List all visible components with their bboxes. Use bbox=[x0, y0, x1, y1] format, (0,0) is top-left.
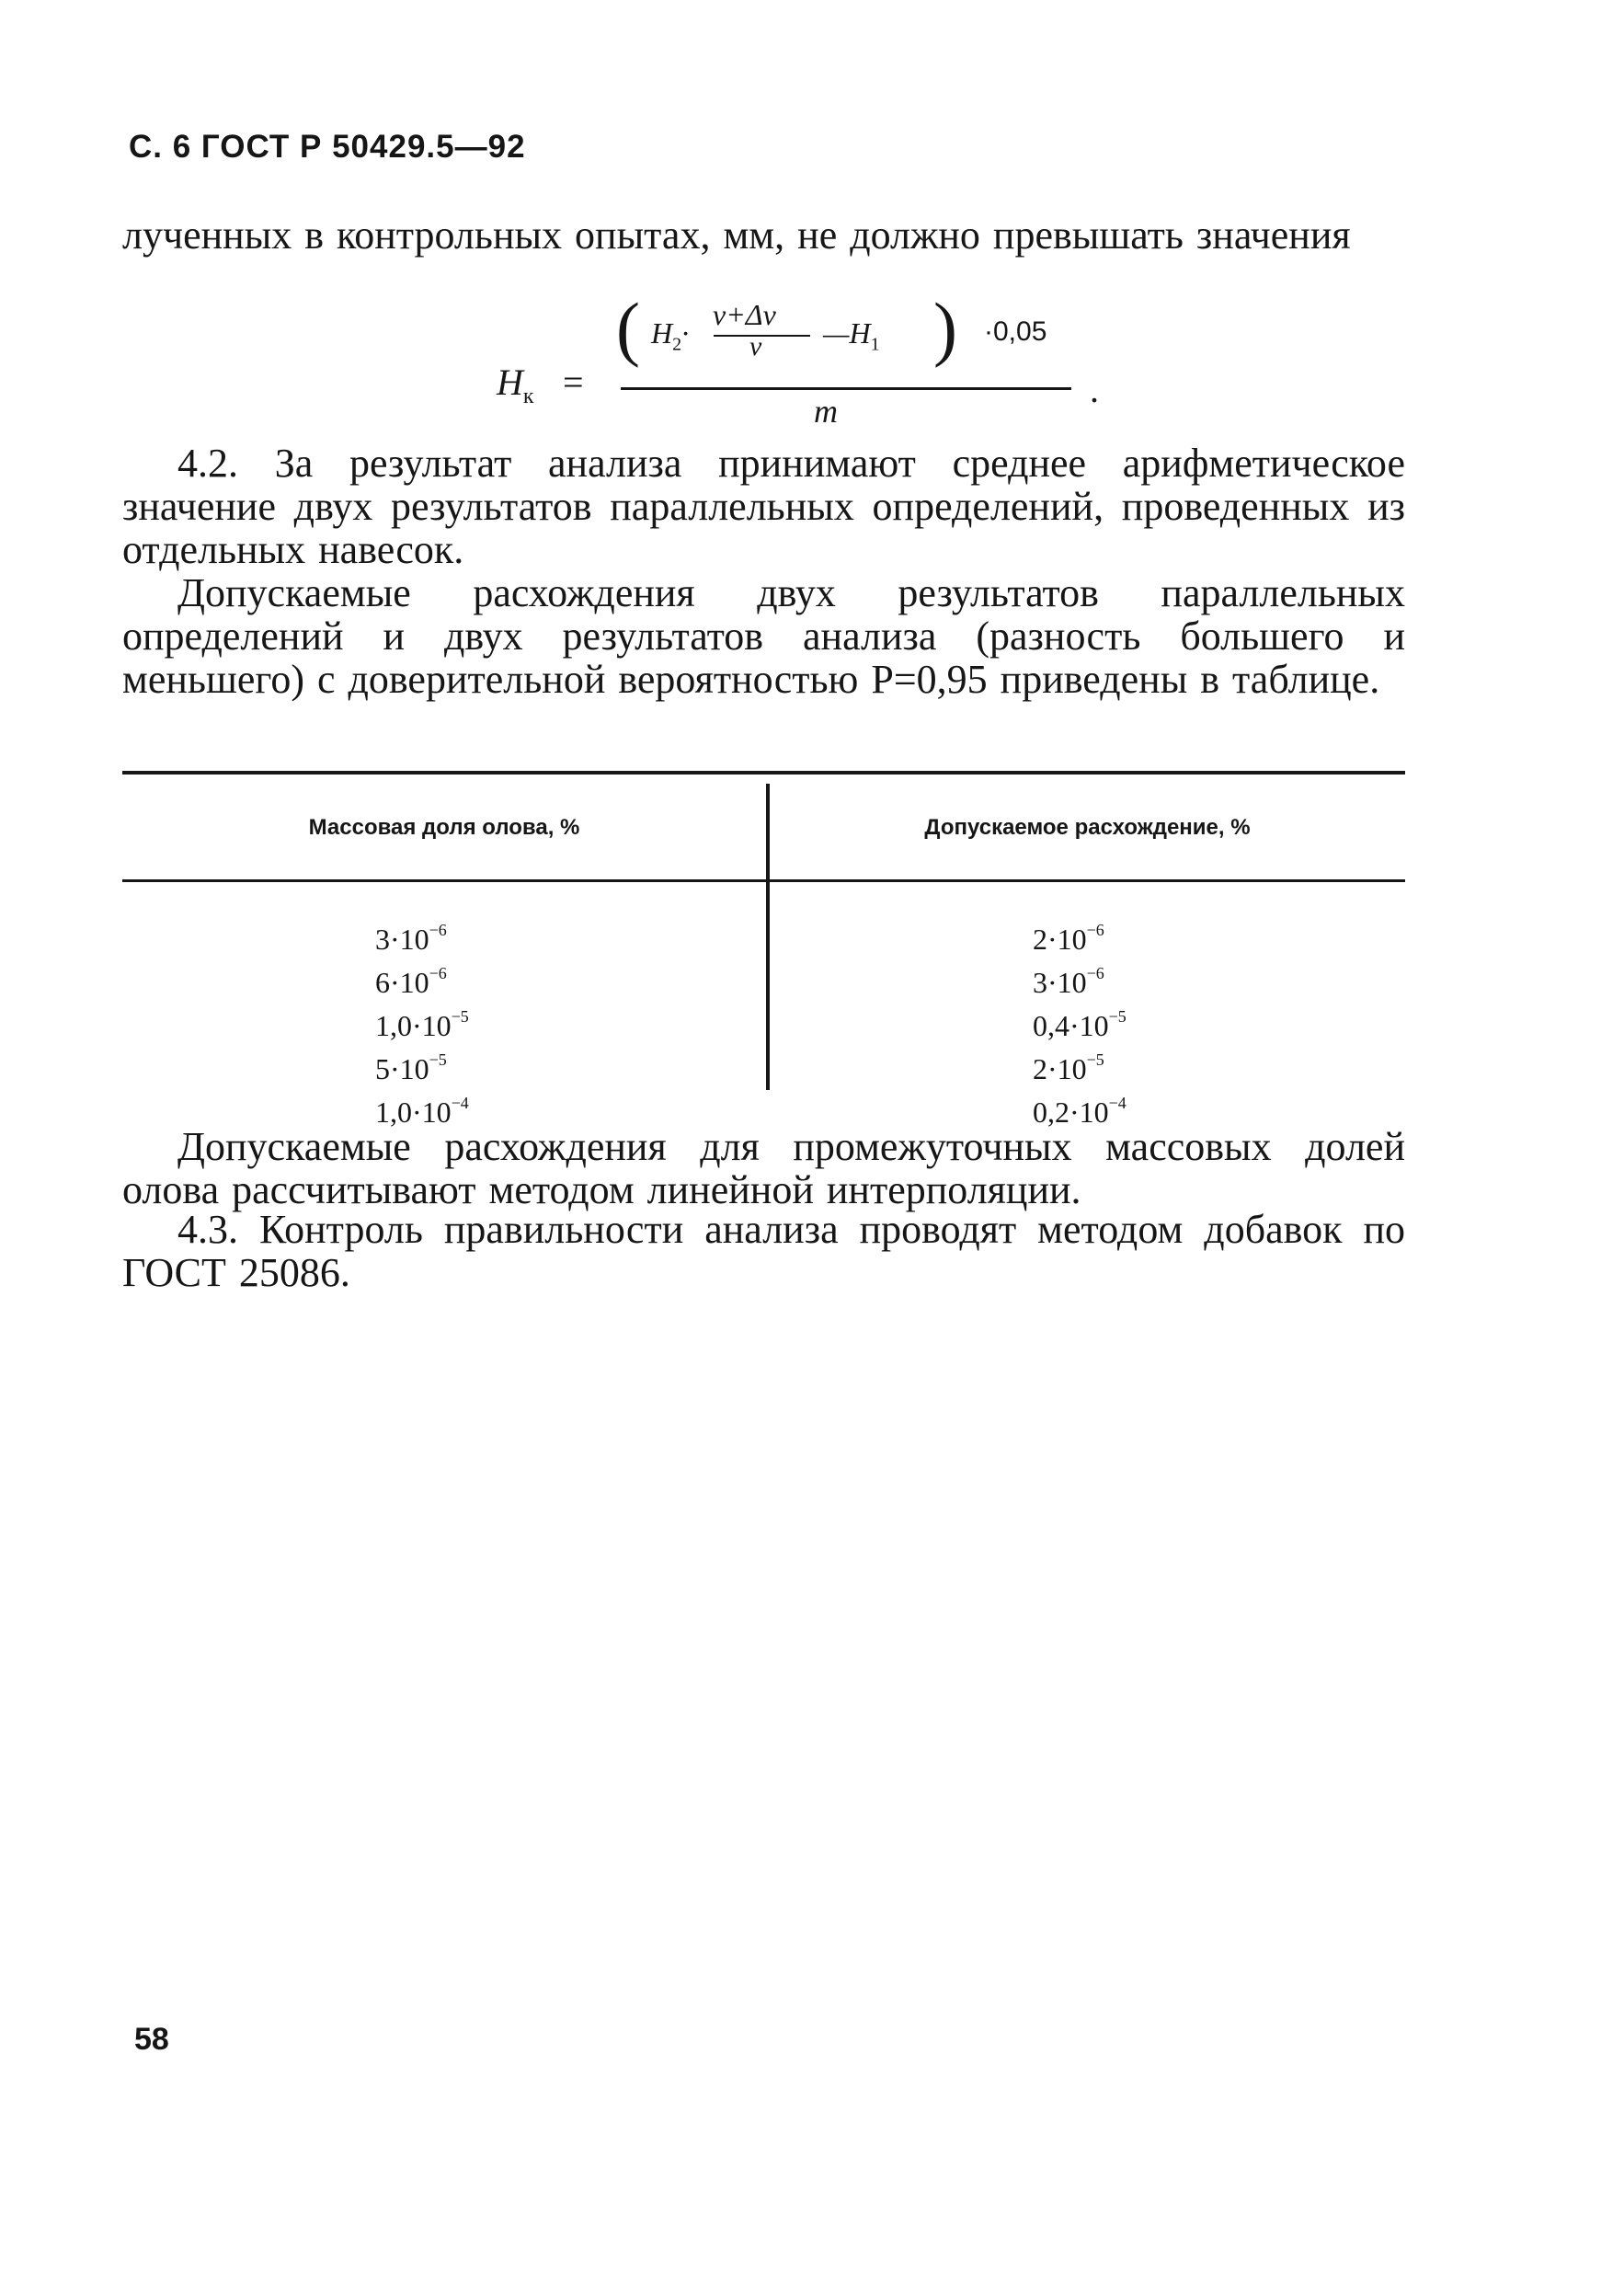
formula-end: . bbox=[1090, 369, 1099, 410]
deviation-column bbox=[1033, 913, 1127, 1130]
deviation-cell: $3\cdot 10^{-6}$ bbox=[1033, 964, 1104, 999]
mass-column bbox=[375, 913, 469, 1130]
deviation-cell: $2\cdot 10^{-6}$ bbox=[1033, 921, 1104, 956]
tolerance-paragraph: Допускаемые расхождения двух результатов параллельных определений и двух результатов анализа (разность большего и меньшего) с доверительной вероятностью P=0,95 приведены в таблице. bbox=[122, 570, 1405, 702]
section-4-2: 4.2. За результат анализа принимают среднее арифметическое значение двух результатов параллельных определений, проведенных из отдельных навесок. bbox=[122, 441, 1405, 572]
inner-fraction-bar bbox=[714, 335, 810, 337]
mass-cell: $1,0\cdot 10^{-5}$ bbox=[375, 1007, 469, 1042]
table-header-deviation: Допускаемое расхождение, % bbox=[924, 815, 1251, 840]
inner-denominator: v bbox=[749, 331, 762, 361]
table-header-mass: Массовая доля олова, % bbox=[308, 815, 580, 840]
formula-h2: $H_2\cdot$ bbox=[651, 316, 690, 355]
mass-cell: $5\cdot 10^{-5}$ bbox=[375, 1050, 447, 1085]
mass-cell: $1,0\cdot 10^{-4}$ bbox=[375, 1094, 469, 1129]
formula-coefficient: ·0,05 bbox=[984, 316, 1047, 347]
section-4-3: 4.3. Контроль правильности анализа проводят методом добавок по ГОСТ 25086. bbox=[122, 1207, 1405, 1295]
right-paren: ) bbox=[933, 288, 957, 368]
table-top-rule bbox=[122, 771, 1405, 775]
deviation-cell: $0,4\cdot 10^{-5}$ bbox=[1033, 1007, 1127, 1042]
main-fraction-bar bbox=[621, 387, 1071, 390]
interpolation-paragraph: Допускаемые расхождения для промежуточных массовых долей олова рассчитывают методом линейной интерполяции. bbox=[122, 1124, 1405, 1212]
deviation-cell: $0,2\cdot 10^{-4}$ bbox=[1033, 1094, 1127, 1129]
page-number: 58 bbox=[134, 2022, 169, 2057]
formula-equals: = bbox=[563, 361, 584, 403]
mass-cell: $3\cdot 10^{-6}$ bbox=[375, 921, 447, 956]
formula-lhs: $H_к$ bbox=[497, 361, 534, 408]
table-header-rule bbox=[122, 879, 1405, 882]
formula-h1: $—H_1$ bbox=[823, 316, 880, 355]
formula-numerator bbox=[616, 288, 1047, 368]
left-paren: ( bbox=[616, 288, 640, 368]
deviation-cell: $2\cdot 10^{-5}$ bbox=[1033, 1050, 1104, 1085]
mass-cell: $6\cdot 10^{-6}$ bbox=[375, 964, 447, 999]
formula-denominator: m bbox=[814, 393, 838, 430]
intro-paragraph: лученных в контрольных опытах, мм, не должно превышать значения bbox=[122, 212, 1351, 258]
inner-numerator: v+Δv bbox=[713, 298, 776, 331]
page-header: С. 6 ГОСТ Р 50429.5—92 bbox=[129, 129, 526, 165]
control-formula bbox=[497, 288, 1140, 442]
